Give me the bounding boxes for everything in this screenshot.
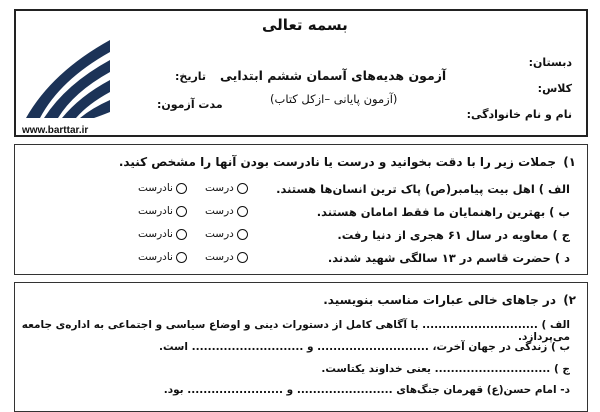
q1-b-false[interactable]: نادرست	[138, 205, 187, 217]
q2-item-b: ب ) زندگی در جهان آخرت، ............................ و ............................ است.	[158, 341, 570, 353]
exam-subtitle: (آزمون پایانی –ازکل کتاب)	[270, 92, 398, 106]
radio-circle-icon	[176, 206, 187, 217]
duration-label: مدت آزمون:	[157, 98, 223, 111]
radio-circle-icon	[176, 252, 187, 263]
exam-title: آزمون هدیه‌های آسمان ششم ابتدایی	[220, 68, 447, 83]
q1-d-true[interactable]: درست	[205, 251, 248, 263]
q2-prompt: در جاهای خالی عبارات مناسب بنویسید.	[323, 293, 556, 307]
basmala: بسمه تعالی	[262, 16, 348, 34]
q2-item-a: الف ) ............................. با آگاهی کامل از دستورات دینی و اوضاع سیاسی و اجتماعی به اداره‌ی جامعه می‌پردازد.	[21, 319, 570, 343]
radio-circle-icon	[176, 229, 187, 240]
website-url: www.barttar.ir	[22, 125, 89, 136]
radio-circle-icon	[237, 229, 248, 240]
q1-b-true[interactable]: درست	[205, 205, 248, 217]
radio-circle-icon	[237, 183, 248, 194]
q2-item-c: ج ) ............................. یعنی خداوند یکتاست.	[321, 363, 570, 375]
q1-c-false[interactable]: نادرست	[138, 228, 187, 240]
date-label: تاریخ:	[175, 70, 207, 83]
q1-item-a: الف ) اهل بیت پیامبر(ص) پاک ترین انسان‌ها هستند.	[276, 182, 570, 196]
q1-number: ۱)	[563, 155, 576, 169]
q1-a-true[interactable]: درست	[205, 182, 248, 194]
barttar-logo	[22, 32, 114, 124]
q1-prompt: جملات زیر را با دقت بخوانید و درست یا نادرست بودن آنها را مشخص کنید.	[118, 155, 556, 169]
name-label: نام و نام خانوادگی:	[466, 108, 572, 121]
q1-item-b: ب ) بهترین راهنمایان ما فقط امامان هستند.	[316, 205, 570, 219]
q1-item-c: ج ) معاویه در سال ۶۱ هجری از دنیا رفت.	[337, 228, 570, 242]
q2-number: ۲)	[563, 293, 576, 307]
q1-item-d: د ) حضرت قاسم در ۱۳ سالگی شهید شدند.	[327, 251, 570, 265]
class-label: کلاس:	[537, 82, 572, 95]
radio-circle-icon	[237, 252, 248, 263]
q1-c-true[interactable]: درست	[205, 228, 248, 240]
q2-item-d: د- امام حسن(ع) قهرمان جنگ‌های ........................ و ........................ بود.	[163, 384, 570, 396]
radio-circle-icon	[176, 183, 187, 194]
school-label: دبستان:	[528, 56, 572, 69]
q1-a-false[interactable]: نادرست	[138, 182, 187, 194]
q1-d-false[interactable]: نادرست	[138, 251, 187, 263]
radio-circle-icon	[237, 206, 248, 217]
